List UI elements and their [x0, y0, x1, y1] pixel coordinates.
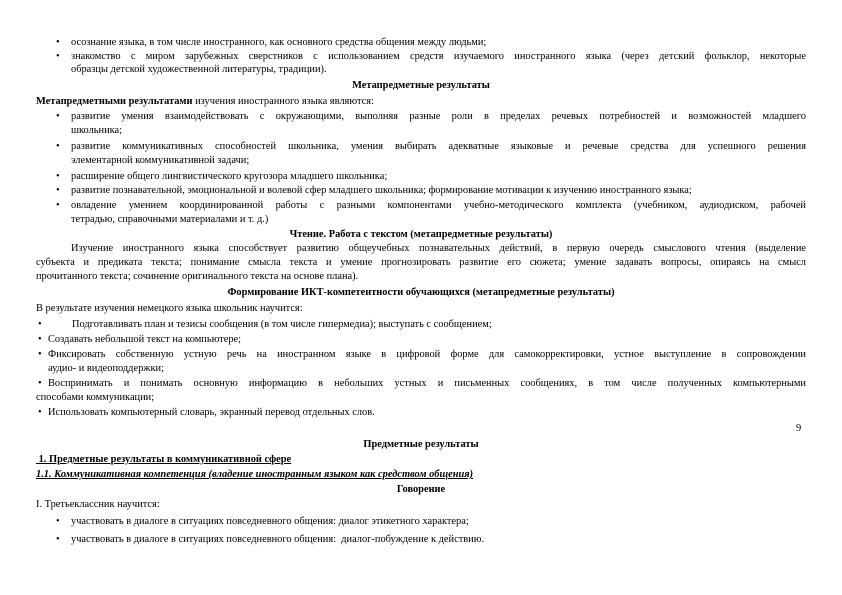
bullet-marker: • — [56, 37, 60, 48]
bullet-marker: • — [38, 319, 42, 330]
subject-item-1: участвовать в диалоге в ситуациях повседневного общения: диалог этикетного характера; — [71, 516, 469, 527]
bullet-marker: • — [56, 200, 60, 211]
reading-paragraph-line-3: прочитанного текста; сочинение оригинального текста на основе плана). — [36, 271, 359, 282]
subject-heading: Предметные результаты — [363, 439, 479, 450]
reading-paragraph-line-1: Изучение иностранного языка способствует развитию общеучебных познавательных действий, в первую очередь смыслового чтения (выделение — [71, 243, 806, 254]
meta-item-4: развитие познавательной, эмоциональной и волевой сфер младшего школьника; формирование мотивации к изучению иностранного языка; — [71, 185, 692, 196]
speaking-heading: Говорение — [396, 484, 446, 495]
bullet-marker: • — [38, 334, 42, 345]
meta-item-5: овладение умением координированной работы с разными компонентами учебно-методического комплекта (учебником, аудиодиском, рабочей — [71, 200, 806, 211]
bullet-marker: • — [38, 407, 42, 418]
ict-heading: Формирование ИКТ-компетентности обучающихся (метапредметные результаты) — [227, 287, 615, 298]
meta-item-2-cont: элементарной коммуникативной задачи; — [71, 155, 250, 166]
ict-item-4-cont: способами коммуникации; — [36, 392, 155, 403]
ict-item-3: Фиксировать собственную устную речь на иностранном языке в цифровой форме для самокорректировки, устное выступление в сопровождении — [48, 349, 806, 360]
subject-subsection-heading: 1.1. Коммуникативная компетенция (владение иностранным языком как средством общения) — [36, 469, 474, 480]
top-list-item-1: осознание языка, в том числе иностранного, как основного средства общения между людьми; — [71, 37, 487, 48]
top-list-item-2-cont: образцы детской художественной литературы, традиции). — [71, 64, 327, 75]
subject-section-heading: 1. Предметные результаты в коммуникативной сфере — [36, 454, 292, 465]
bullet-marker: • — [38, 349, 42, 360]
bullet-marker: • — [56, 516, 60, 527]
subject-item-2: участвовать в диалоге в ситуациях повседневного общения: диалог-побуждение к действию. — [71, 534, 485, 545]
subject-intro: I. Третьеклассник научится: — [36, 499, 160, 510]
page-number: 9 — [796, 423, 802, 434]
ict-item-5: Использовать компьютерный словарь, экранный перевод отдельных слов. — [48, 407, 375, 418]
meta-item-1: развитие умения взаимодействовать с окружающими, выполняя разные роли в пределах речевых потребностей и возможностей младшего — [71, 111, 806, 122]
bullet-marker: • — [56, 51, 60, 62]
bullet-marker: • — [56, 141, 60, 152]
bullet-marker: • — [56, 185, 60, 196]
ict-item-2: Создавать небольшой текст на компьютере; — [48, 334, 242, 345]
bullet-marker: • — [38, 378, 42, 389]
meta-item-2: развитие коммуникативных способностей школьника, умения выбирать адекватные языковые и речевые средства для успешного решения — [71, 141, 806, 152]
reading-heading: Чтение. Работа с текстом (метапредметные результаты) — [289, 229, 553, 240]
meta-item-3: расширение общего лингвистического кругозора младшего школьника; — [71, 171, 388, 182]
ict-item-4: Воспринимать и понимать основную информацию в небольших устных и письменных сообщениях, в том числе полученных компьютерными — [48, 378, 806, 389]
ict-item-1: Подготавливать план и тезисы сообщения (в том числе гипермедиа); выступать с сообщением; — [72, 319, 492, 330]
meta-heading: Метапредметные результаты — [352, 80, 490, 91]
ict-intro: В результате изучения немецкого языка школьник научится: — [36, 303, 303, 314]
reading-paragraph-line-2: субъекта и предиката текста; понимание смысла текста и умение прогнозировать развитие его сюжета; умение задавать вопросы, опираясь на смысл — [36, 257, 806, 268]
meta-intro: Метапредметными результатами изучения иностранного языка являются: — [36, 96, 374, 107]
ict-item-3-cont: аудио- и видеоподдержки; — [48, 363, 164, 374]
top-list-item-2: знакомство с миром зарубежных сверстников с использованием средств изучаемого иностранного языка (через детский фольклор, некоторые — [71, 51, 806, 62]
bullet-marker: • — [56, 171, 60, 182]
meta-item-1-cont: школьника; — [71, 125, 123, 136]
bullet-marker: • — [56, 534, 60, 545]
meta-item-5-cont: тетрадью, справочными материалами и т. д.) — [71, 214, 269, 225]
bullet-marker: • — [56, 111, 60, 122]
